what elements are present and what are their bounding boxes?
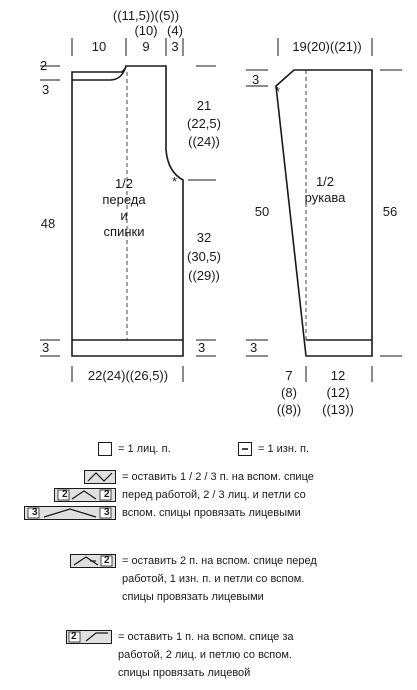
front-shoulder-2: 3 [42,82,50,97]
sleeve-outline [276,70,372,356]
sleeve-left-height: 50 [254,204,270,219]
front-side-1: 32 [196,230,212,245]
cross-2-num-b: 2 [104,489,110,500]
front-top-width-3: 3 [171,39,179,54]
front-total-height: 48 [40,216,56,231]
legend-cross3-line2: работой, 2 лиц. и петлю со вспом. [118,649,292,661]
legend-cross2-line3: спицы провязать лицевыми [122,591,264,603]
legend-cross1-line2: перед работой, 2 / 3 лиц. и петли со [122,489,306,501]
legend-knit: = 1 лиц. п. [118,443,171,455]
legend-cross3-line1: = оставить 1 п. на вспом. спице за [118,631,294,643]
legend [0,436,417,686]
legend-cross3-line3: спицы провязать лицевой [118,667,251,679]
sleeve-bottom-right-1: 12 [330,368,346,383]
knit-symbol-icon [98,442,112,456]
sleeve-label-2: рукава [304,190,346,205]
legend-cross2-line2: работой, 1 изн. п. и петли со вспом. [122,573,305,585]
sleeve-bottom-left-2: (8) [281,385,297,400]
sleeve-rib-left: 3 [250,340,258,355]
legend-cross1-line3: вспом. спицы провязать лицевыми [122,507,301,519]
front-label-1: 1/2 [114,176,134,191]
front-bottom-width: 22(24)((26,5)) [87,368,169,383]
front-side-3: ((29)) [188,268,220,283]
cross-3-num-b: 3 [104,507,110,518]
sleeve-bottom-right-2: (12) [326,385,350,400]
sleeve-bottom-right-3: ((13)) [322,402,354,417]
cross-1-2-icon [84,470,116,484]
sleeve-cap: 3 [252,72,260,87]
front-star: * [172,174,178,189]
front-shoulder-1: 2 [40,58,48,73]
purl-symbol-icon [238,442,252,456]
sleeve-star: * [275,84,281,99]
front-label-4: спинки [103,224,145,239]
sleeve-bottom-left-1: 7 [285,368,293,383]
front-armhole-2: (22,5) [187,116,221,131]
cross-2-num-a: 2 [62,489,68,500]
cross-3-num-a: 3 [32,507,38,518]
front-top-alt-3: (4) [167,23,183,38]
sleeve-top-width: 19(20)((21)) [292,39,362,54]
front-side-2: (30,5) [187,249,221,264]
front-top-alt-2: (10) [134,23,158,38]
front-label-3: и [120,208,128,223]
legend-cross2-line1: = оставить 2 п. на вспом. спице перед [122,555,317,567]
front-top-width-1: 10 [91,39,107,54]
front-rib-right: 3 [198,340,206,355]
sleeve-right-height: 56 [382,204,398,219]
cross-purl-num: 2 [104,555,110,566]
front-top-width-2: 9 [142,39,150,54]
front-label-2: переда [102,192,146,207]
front-armhole-3: ((24)) [188,134,220,149]
legend-cross1-line1: = оставить 1 / 2 / 3 п. на вспом. спице [122,471,314,483]
front-rib-left: 3 [42,340,50,355]
sleeve-bottom-left-3: ((8)) [276,402,302,417]
sleeve-label-1: 1/2 [315,174,335,189]
front-top-alt-1: ((11,5))((5)) [112,8,180,23]
front-neck-curve [72,66,126,80]
legend-purl: = 1 изн. п. [258,443,310,455]
front-armhole-1: 21 [196,98,212,113]
cross-right-num: 2 [71,631,77,642]
